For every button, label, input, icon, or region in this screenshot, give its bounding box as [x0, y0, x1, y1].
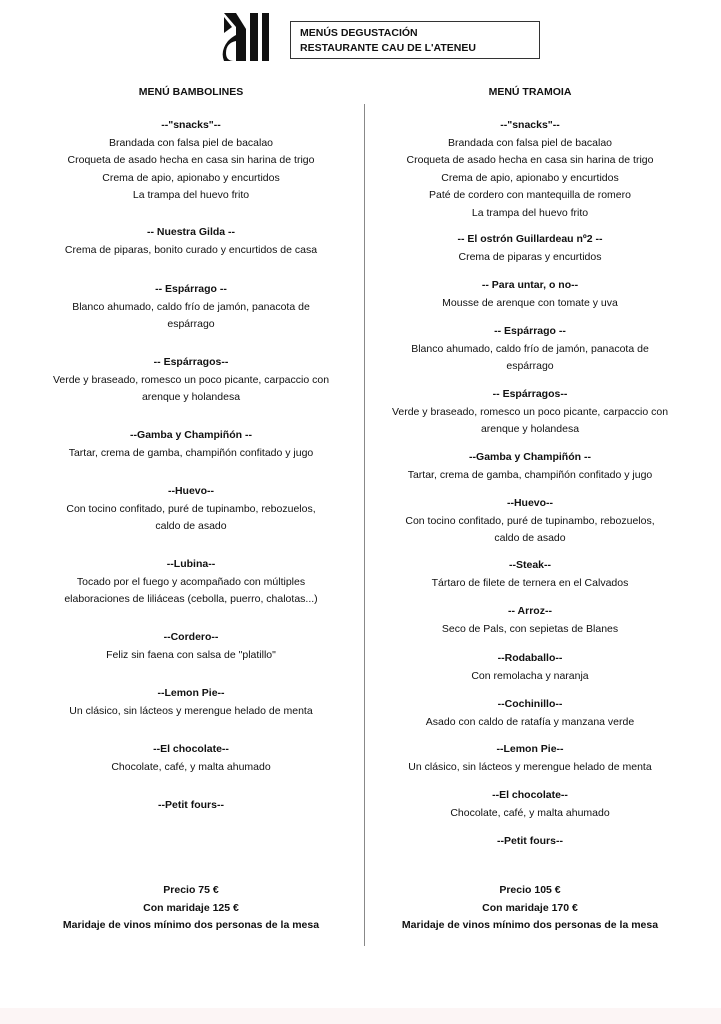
- course-heading: -- Nuestra Gilda --: [146, 226, 236, 238]
- course-description: Crema de apio, apionabo y encurtidos: [102, 171, 280, 184]
- course-heading: -- Arroz--: [508, 605, 552, 617]
- price-block: [16, 882, 366, 935]
- header-line-2: RESTAURANTE CAU DE L'ATENEU: [300, 42, 476, 54]
- menu-course: [355, 495, 705, 548]
- price-price: Precio 75 €: [163, 884, 219, 896]
- menu-course: [16, 629, 366, 664]
- menu-course: [16, 797, 366, 815]
- course-heading: --Petit fours--: [158, 799, 224, 811]
- header-title-box: [290, 21, 540, 59]
- course-description: Tocado por el fuego y acompañado con múltiples: [76, 575, 306, 588]
- course-description: caldo de asado: [155, 520, 227, 532]
- menu-course: [355, 557, 705, 592]
- course-description: Crema de piparas, bonito curado y encurtidos de casa: [64, 243, 318, 256]
- menu-course: [16, 281, 366, 334]
- course-description: arenque y holandesa: [480, 423, 580, 435]
- course-heading: --Petit fours--: [497, 835, 563, 847]
- menu-course: [16, 427, 366, 462]
- course-heading: --Cochinillo--: [497, 698, 563, 710]
- price-note: Maridaje de vinos mínimo dos personas de la mesa: [62, 919, 320, 932]
- course-heading: --El chocolate--: [153, 743, 229, 755]
- menu-course: [355, 323, 705, 376]
- course-description: Tártaro de filete de ternera en el Calvados: [431, 576, 629, 589]
- menu-course: [355, 741, 705, 776]
- price-pairing: Con maridaje 125 €: [143, 901, 239, 914]
- course-heading: -- Espárrago --: [494, 325, 566, 337]
- course-heading: --Huevo--: [167, 485, 215, 497]
- course-description: Un clásico, sin lácteos y merengue helado de menta: [69, 704, 313, 717]
- course-description: Croqueta de asado hecha en casa sin harina de trigo: [67, 154, 315, 166]
- menu-course: [16, 556, 366, 609]
- course-heading: --Gamba y Champiñón --: [130, 429, 252, 441]
- course-description: espárrago: [506, 360, 554, 372]
- course-description: Tartar, crema de gamba, champiñón confitado y jugo: [407, 468, 653, 481]
- course-description: La trampa del huevo frito: [132, 189, 250, 201]
- course-description: Chocolate, café, y malta ahumado: [450, 806, 610, 819]
- course-description: Mousse de arenque con tomate y uva: [442, 296, 618, 309]
- menu-course: [16, 741, 366, 776]
- menu-course: [355, 603, 705, 638]
- menu-course: [16, 354, 366, 407]
- course-heading: --El chocolate--: [492, 789, 568, 801]
- course-description: Paté de cordero con mantequilla de romero: [429, 189, 631, 201]
- course-description: Tartar, crema de gamba, champiñón confitado y jugo: [68, 446, 314, 459]
- course-description: Blanco ahumado, caldo frío de jamón, panacota de: [411, 342, 649, 355]
- menu-title: MENÚ BAMBOLINES: [138, 86, 244, 98]
- course-description: caldo de asado: [494, 532, 566, 544]
- course-description: Con tocino confitado, puré de tupinambo, rebozuelos,: [405, 514, 655, 527]
- price-block: [355, 882, 705, 935]
- course-heading: -- Espárrago --: [155, 283, 227, 295]
- course-heading: --"snacks"--: [500, 119, 560, 131]
- course-description: La trampa del huevo frito: [471, 206, 589, 219]
- course-description: Con tocino confitado, puré de tupinambo, rebozuelos,: [66, 502, 316, 515]
- course-description: Feliz sin faena con salsa de "platillo": [106, 648, 276, 661]
- menu-course: [355, 650, 705, 685]
- course-description: Verde y braseado, romesco un poco picante, carpaccio con: [391, 405, 669, 418]
- restaurant-logo: [222, 11, 270, 63]
- course-description: Brandada con falsa piel de bacalao: [447, 136, 613, 149]
- course-description: Crema de apio, apionabo y encurtidos: [441, 171, 619, 184]
- course-heading: --Cordero--: [163, 631, 219, 643]
- menu-course: [355, 117, 705, 222]
- course-description: Asado con caldo de ratafía y manzana verde: [425, 715, 635, 728]
- menu-course: [355, 386, 705, 439]
- menu-title: MENÚ TRAMOIA: [488, 86, 572, 98]
- course-heading: -- El ostrón Guillardeau nº2 --: [457, 233, 603, 245]
- course-heading: --Lubina--: [166, 558, 216, 570]
- course-description: Un clásico, sin lácteos y merengue helado de menta: [408, 760, 652, 773]
- price-price: Precio 105 €: [499, 884, 561, 896]
- menu-course: [355, 696, 705, 731]
- course-heading: --"snacks"--: [161, 119, 221, 131]
- course-heading: --Steak--: [508, 559, 551, 571]
- price-note: Maridaje de vinos mínimo dos personas de la mesa: [401, 919, 659, 932]
- course-heading: --Gamba y Champiñón --: [469, 451, 591, 463]
- course-heading: -- Para untar, o no--: [481, 279, 579, 291]
- course-description: Brandada con falsa piel de bacalao: [108, 136, 274, 149]
- menu-course: [16, 685, 366, 720]
- course-description: Seco de Pals, con sepietas de Blanes: [441, 622, 619, 635]
- menu-course: [355, 277, 705, 312]
- course-heading: --Huevo--: [506, 497, 554, 509]
- course-description: espárrago: [167, 318, 215, 330]
- course-description: Crema de piparas y encurtidos: [458, 250, 602, 263]
- course-description: Blanco ahumado, caldo frío de jamón, panacota de: [72, 300, 310, 313]
- course-heading: --Lemon Pie--: [157, 687, 225, 699]
- course-description: Croqueta de asado hecha en casa sin harina de trigo: [406, 154, 654, 166]
- menu-course: [16, 117, 366, 205]
- menu-course: [355, 449, 705, 484]
- footer-strip: [0, 1008, 721, 1024]
- course-description: Chocolate, café, y malta ahumado: [111, 760, 271, 773]
- menu-course: [355, 787, 705, 822]
- course-heading: -- Espárragos--: [153, 356, 229, 368]
- menu-course: [355, 833, 705, 851]
- course-description: Con remolacha y naranja: [471, 669, 589, 682]
- menu-course: [16, 224, 366, 259]
- header-line-1: MENÚS DEGUSTACIÓN: [300, 27, 418, 39]
- course-heading: --Lemon Pie--: [496, 743, 564, 755]
- course-heading: --Rodaballo--: [497, 652, 563, 664]
- course-description: elaboraciones de liliáceas (cebolla, puerro, chalotas...): [64, 593, 318, 605]
- course-heading: -- Espárragos--: [492, 388, 568, 400]
- course-description: arenque y holandesa: [141, 391, 241, 403]
- menu-course: [355, 231, 705, 266]
- menu-course: [16, 483, 366, 536]
- price-pairing: Con maridaje 170 €: [482, 901, 578, 914]
- course-description: Verde y braseado, romesco un poco picante, carpaccio con: [52, 373, 330, 386]
